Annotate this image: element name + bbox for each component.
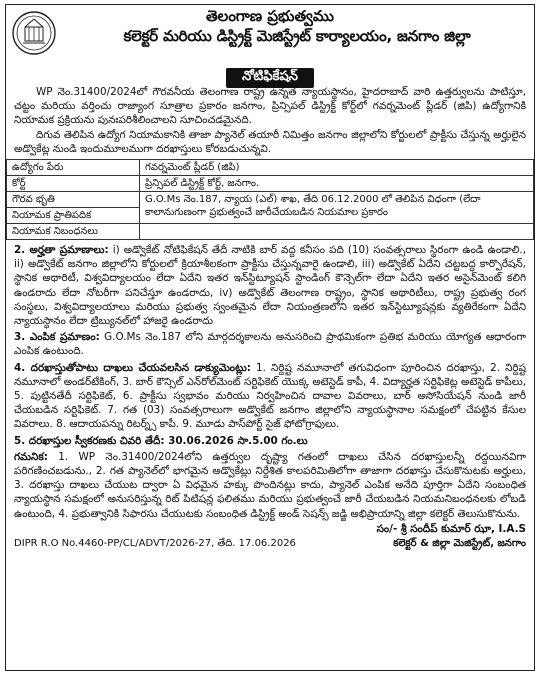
table-row: [7, 224, 534, 240]
signatory-designation: కలెక్టర్ & జిల్లా మెజిస్ట్రేట్, జనగాం: [393, 537, 526, 549]
table-value: గవర్నమెంట్ ప్లీడర్ (జిపి): [140, 160, 534, 176]
table-label: గౌరవ భృతి: [7, 192, 140, 208]
section-body: 1. WP నెం.31400/2024లోని ఉత్తర్వుల దృష్ట్యా గతంలో దాఖలు చేసిన దరఖాస్తులన్నీ రద్దయినవిగా పరిగణించబడును., 2. గత ప్యానెల్‌లో భాగమైన అడ్వొకేట్లు నిర్దేశిత కాలపరిమితిలోగా తాజాగా దరఖాస్తు చేసుకొనుటకు అర్హులు, 3. దరఖాస్తు దాఖలు చేయుట ద్వారా ఏ విధమైన హక్కు పొందినట్లు కాదు, ప్యానెల్ ఎంపిక అనేది పూర్తిగా ఏదేని సంబంధిత న్యాయస్థాన సమక్షంలో అనుసరిస్తున్న రిట్ పిటిషన్ల ఫలితము మరియు ప్రభుత్వంచే జారీ చేయబడిన నియమనిబంధనలకు లోబడి ఉంటుంది, 4. ప్రభుత్వానికి సిఫారసు చేయుటకు సంబంధిత డిస్ట్రిక్ట్ అండ్ సెషన్స్ జడ్జి అభిప్రాయాన్ని జిల్లా కలెక్టర్ తెలుసుకొనును.: [14, 450, 526, 520]
header: [6, 5, 534, 65]
table-label: నియామక ప్రాతిపదిక: [7, 208, 140, 224]
notification-page: [5, 4, 535, 671]
table-label: ఉద్యోగం పేరు: [7, 160, 140, 176]
footer: [6, 537, 534, 551]
table-label: నియామక నిబంధనలు: [7, 224, 140, 240]
table-value: ప్రిన్సిపల్ డిస్ట్రిక్ట్ కోర్ట్, జనగాం.: [140, 176, 534, 192]
state-name: తెలంగాణ ప్రభుత్వము: [206, 7, 334, 25]
section-notes: [6, 449, 534, 522]
intro-paragraph-2: దిగువ తెలిపిన ఉద్యోగ నియామకానికి తాజా ప్యానెల్ తయారీ నిమిత్తం జనగాం జిల్లాలోని కోర్టులలో ప్రాక్టీసు చేస్తున్న అర్హులైన అడ్వొకేట్ల నుండి ఇందుమూలముగా దరఖాస్తులు కోరబడుచున్నవి.: [14, 128, 526, 155]
ro-number: DIPR R.O No.4460-PP/CL/ADVT/2026-27, తేది. 17.06.2026: [14, 537, 296, 549]
table-value: G.O.Ms నెం.187, న్యాయ (ఎల్) శాఖ, తేది 06.12.2000 లో తెలిపిన విధంగా (లేదా కాలానుగుణంగా ప్రభుత్వంచే జారీచేయబడిన నియమాల ప్రకారం: [140, 192, 534, 224]
table-row: [7, 176, 534, 192]
table-row: [7, 192, 534, 208]
section-documents: [6, 360, 534, 433]
signature-block: [6, 522, 534, 537]
section-eligibility: [6, 242, 534, 329]
signatory-name: సం/- శ్రీ సందీప్ కుమార్ ఝా, I.A.S: [376, 522, 526, 535]
job-details-table: [6, 159, 534, 240]
section-heading: 2. అర్హతా ప్రమాణాలు:: [14, 244, 109, 257]
section-body: 1. నిర్దిష్ట నమూనాలో తగువిధంగా పూరించిన దరఖాస్తు, 2. నిర్దిష్ట నమూనాలో అండర్‌టేకింగ్, 3. బార్ కౌన్సిల్ ఎన్‌రోల్‌మెంట్ సర్టిఫికెట్ యొక్క అటెస్టెడ్ కాపీ, 4. విద్యార్హత సర్టిఫికెట్ల అటెస్టెడ్ కాపీలు, 5. పుట్టినతేదీ సర్టిఫికెట్, 6. ప్రాక్టీసు స్వభావం మరియు నిర్వహించిన దావాల వివరాలు, బార్ అసోసియేషన్ నుండి జారీ చేయబడిన సర్టిఫికెట్. 7. గత (03) సంవత్సరాలుగా అడ్వొకేట్ జనగాం జిల్లాలోని న్యాయస్థానాల సమక్షంలో చేపట్టిన కేసుల వివరాలు. 8. ఆదాయపన్ను రిటర్న్స్ కాపీ. 9. మూడు పాస్‌పోర్ట్ సైజ్ ఫోటోగ్రాఫులు.: [14, 361, 526, 431]
table-label: కోర్ట్: [7, 176, 140, 192]
section-heading: 3. ఎంపిక ప్రమాణం:: [14, 331, 100, 344]
intro-paragraph-1: WP నెం.31400/2024లో గౌరవనీయ తెలంగాణ రాష్ట్ర ఉన్నత న్యాయస్థానం, హైదరాబాద్ వారి ఉత్తర్వులను పాటిస్తూ, చట్టం మరియు వర్తించు రాజ్యాంగ సూత్రాల ప్రకారం జనగాం, ప్రిన్సిపల్ డిస్ట్రిక్ట్ కోర్ట్‌లో గవర్నమెంట్ ప్లీడర్ (జిపి) ఉద్యోగానికి నియామక ప్రక్రియను పునఃపరిశీలించాలని సూచించడమైనది.: [14, 86, 526, 127]
section-selection: [6, 329, 534, 359]
section-heading: 5. దరఖాస్తుల స్వీకరణకు చివరి తేదీ: 30.06.2026 సా.5.00 గం.లు: [14, 434, 308, 447]
section-body: i) అడ్వొకేట్ నోటిఫికేషన్ తేదీ నాటికి బార్ వద్ద కనీసం పది (10) సంవత్సరాలు స్థిరంగా ఉండి ఉండాలి., ii) అడ్వొకేట్ జనగాం జిల్లాలోని కోర్టులలో క్రియాశీలకంగా ప్రాక్టీసు చేస్తున్నవారై ఉండాలి, iii) అడ్వొకేట్ ఏదేని చట్టబద్ధ కార్పొరేషన్, స్థానిక అథారిటీ, విశ్వవిద్యాలయం లేదా ఏదేని ఇతర ఇన్‌స్టిట్యూషన్ స్టాండింగ్ కౌన్సెల్‌గా లేదా ఏదేని ఇతర అసైన్‌మెంట్ కలిగి ఉండరాదు లేదా నోటరీగా పనిచేస్తూ ఉండరాదు, iv) అడ్వొకేట్ తెలంగాణ రాష్ట్రం, స్థానిక అథారిటీలు, రాష్ట్ర ప్రభుత్వ రంగ సంస్థలు, విశ్వవిద్యాలయాలు మరియు ప్రభుత్వ స్వంతమైన లేదా నియంత్రణలోని ఇతర ఇన్‌స్టిట్యూషన్లకు వ్యతిరేకంగా ఏదేని న్యాయస్థానం లేదా ట్రిబ్యునల్‌లో హాజరై ఉండరాదు: [14, 244, 526, 328]
notification-badge: నోటిఫికేషన్: [226, 68, 314, 88]
office-title: కలెక్టర్ మరియు డిస్ట్రిక్ట్ మెజిస్ట్రేట్ కార్యాలయం, జనగాం జిల్లా: [123, 27, 471, 45]
section-heading: 4. దరఖాస్తుతోపాటు దాఖలు చేయవలసిన డాక్యుమెంట్లు:: [14, 361, 251, 374]
section-heading: గమనిక:: [14, 450, 48, 463]
table-row: [7, 160, 534, 176]
table-value: [140, 224, 534, 240]
section-body: G.O.Ms నెం.187 లోని మార్గదర్శకాలను అనుసరించి ప్రాథమికంగా ప్రతిభ మరియు యోగ్యత ఆధారంగా ఎంపిక ఉంటుంది.: [14, 331, 526, 358]
section-last-date: [6, 433, 534, 449]
